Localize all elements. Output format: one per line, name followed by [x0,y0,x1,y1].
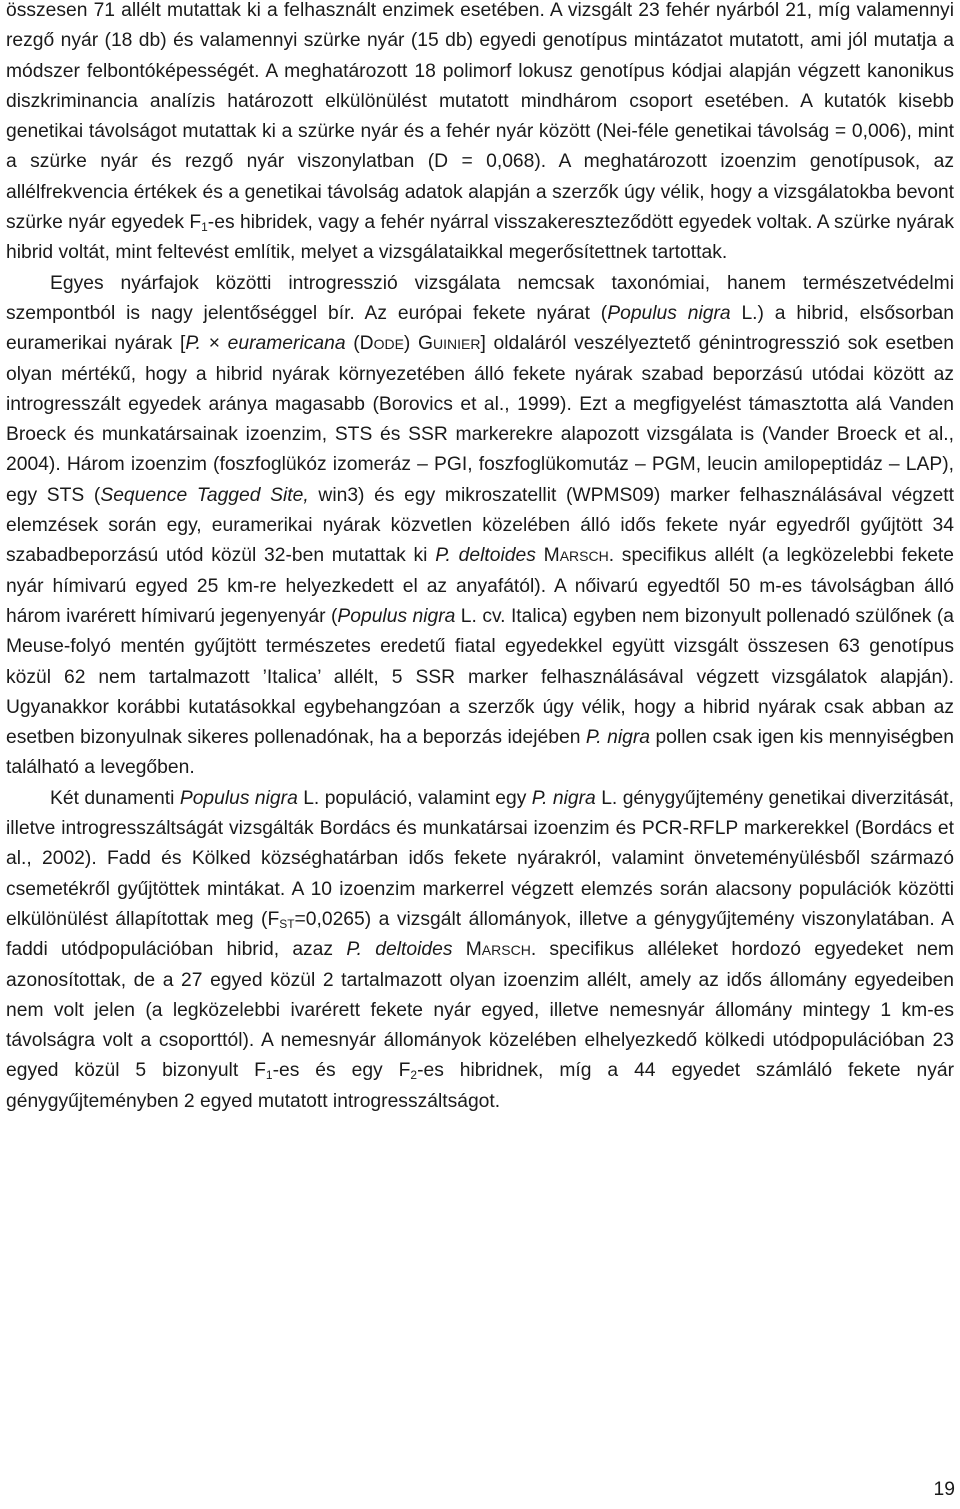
paragraph-text: M [535,545,560,567]
paragraph-text: ) [403,333,419,355]
italic-text: Populus nigra [607,302,731,324]
italic-text: P. nigra [531,787,596,809]
paragraph-text: -es hibridek, vagy a fehér nyárral visszakereszteződött egyedek voltak. A szürke nyárak hibrid voltát, mint feltevést említik, melyet a vizsgálataikkal megerősítettnek tartottak. [6,212,955,264]
subscript-text: 1 [201,220,208,235]
paragraph-text: M [452,939,482,961]
small-caps-text: arsch [481,939,531,961]
italic-text: P. [185,333,202,355]
subscript-text: 1 [265,1068,273,1083]
paragraph-text: L. cv. Italica) egyben nem bizonyult pollenadó szülőnek (a Meuse-folyó mentén gyűjtött természetes eredetű fiatal egyedekkel együtt vizsgált összesen 63 genotípus közül 62 nem tartalmazott ’Italica’ allélt, 5 SSR marker felhasználásával végzett vizsgálatok alapján). Ugyanakkor korábbi kutatásokkal egybehangzóan a szerzők úgy vélik, hogy a hibrid nyárak csak abban az esetben bizonyulnak sikeres pollenadónak, ha a beporzás idejében [6,605,954,749]
paragraph-text: L. populáció, valamint egy [297,787,532,809]
body-paragraph [6,269,954,784]
italic-text: Populus nigra [179,787,298,809]
body-paragraph [6,0,954,269]
italic-text: Sequence Tagged Site, [100,484,309,506]
paragraph-text: pollen csak igen kis mennyiségben található a levegőben. [6,727,955,779]
paragraph-text: -es hibridnek, míg a 44 egyedet számláló fekete nyár génygyűjteményben 2 egyed mutatott introgresszáltságot. [6,1060,955,1112]
paragraph-text: ( [345,333,360,355]
paragraph-text: Egyes nyárfajok közötti introgresszió vizsgálata nemcsak taxonómiai, hanem természetvédelmi szempontból is nagy jelentőséggel bír. Az európai fekete nyárat ( [6,272,954,324]
paragraph-text: L. génygyűjtemény genetikai diverzitását, illetve introgresszáltságát vizsgálták Bordács és munkatársai izoenzim és PCR-RFLP markerekkel (Bordács et al., 2002). Fadd és Kölked községhatárban idős fekete nyárakról, valamint önveteményülésből származó csemetékről gyűjtöttek mintákat. A 10 izoenzim markerrel végzett elemzés során alacsony populációk közötti elkülönülést állapítottak meg (F [6,787,954,930]
paragraph-text: Két dunamenti [50,787,180,809]
paragraph-text: összesen 71 allélt mutattak ki a felhasznált enzimek esetében. A vizsgált 23 fehér nyárból 21, míg valamennyi rezgő nyár (18 db) és valamennyi szürke nyár (15 db) egyedi genotípus mintázatot mutatott, ami jól mutatja a módszer felbontóképességét. A meghatározott 18 polimorf lokusz genotípus kódjai alapján végzett kanonikus diszkriminancia analízis határozott elkülönülést mutatott mindhárom csoport esetében. A kutatók kisebb genetikai távolságot mutattak ki a szürke nyár és a fehér nyár között (Nei-féle genetikai távolság = 0,006), mint a szürke nyár és rezgő nyár viszonylatban (D = 0,068). A meghatározott izoenzim genotípusok, az allélfrekvencia értékek és a genetikai távolság adatok alapján a szerzők úgy vélik, hogy a vizsgálatokba bevont szürke nyár egyedek F [6,0,954,234]
paragraph-text: ] oldaláról veszélyeztető génintrogresszió sok esetben olyan mértékű, hogy a hibrid nyárak környezetében álló fekete nyárak szabad beporzású utódai között az introgresszált egyedek aránya magasabb (Borovics et al., 1999). Ezt a megfigyelést támasztotta alá Vanden Broeck és munkatársainak izoenzim, STS és SSR markerekre alapozott vizsgálata is (Vander Broeck et al., 2004). Három izoenzim (foszfoglükóz izomeráz – PGI, foszfoglükomutáz – PGM, leucin amilopeptidáz – LAP), egy STS ( [6,333,955,506]
paragraph-text: . specifikus allélt (a legközelebbi fekete nyár hímivarú egyed 25 km-re helyezkedett el az anyafától). A nőivarú egyedtől 50 m-es távolságban álló három ivarérett hímivarú jegenyenyár ( [6,545,954,627]
paragraph-text: L.) a hibrid, elsősorban euramerikai nyárak [ [6,302,954,355]
italic-text: P. deltoides [346,939,453,961]
italic-text: Populus nigra [337,605,456,627]
italic-text: P. nigra [585,727,651,749]
italic-text: P. deltoides [435,545,536,567]
document-body [6,0,954,1117]
body-paragraph [6,784,954,1117]
paragraph-text: win3) és egy mikroszatellit (WPMS09) marker felhasználásával végzett elemzések során egy, euramerikai nyárak közvetlen közelében álló idős fekete nyár egyedről gyűjtött 34 szabadbeporzású utód közül 32-ben mutattak ki [6,484,954,567]
paragraph-text: =0,0265) a vizsgált állományok, illetve a génygyűjtemény viszonylatában. A faddi utódpopulációban hibrid, azaz [6,908,954,961]
subscript-text: 2 [410,1068,418,1083]
italic-text: euramericana [227,333,346,355]
paragraph-text: . specifikus alléleket hordozó egyedeket nem azonosítottak, de a 27 egyed közül 2 tartalmazott olyan izoenzim allélt, amely az idős állomány egyedeiben nem volt jelen (a legközelebbi ivarérett fekete nyár egyed, illetve nemesnyár állomány mintegy 1 km-es távolságra volt a csoporttól). A nemesnyár állományok közelében elhelyezkedő kölkedi utódpopulációban 23 egyed közül 5 bizonyult F [6,939,954,1082]
paragraph-text: × [201,333,228,355]
page-number: 19 [933,1479,955,1500]
small-caps-text: Dode [359,333,404,355]
small-caps-text: arsch [559,545,609,567]
small-caps-text: Guinier [418,333,481,355]
paragraph-text: -es és egy F [272,1060,411,1082]
subscript-text: ST [279,916,295,931]
